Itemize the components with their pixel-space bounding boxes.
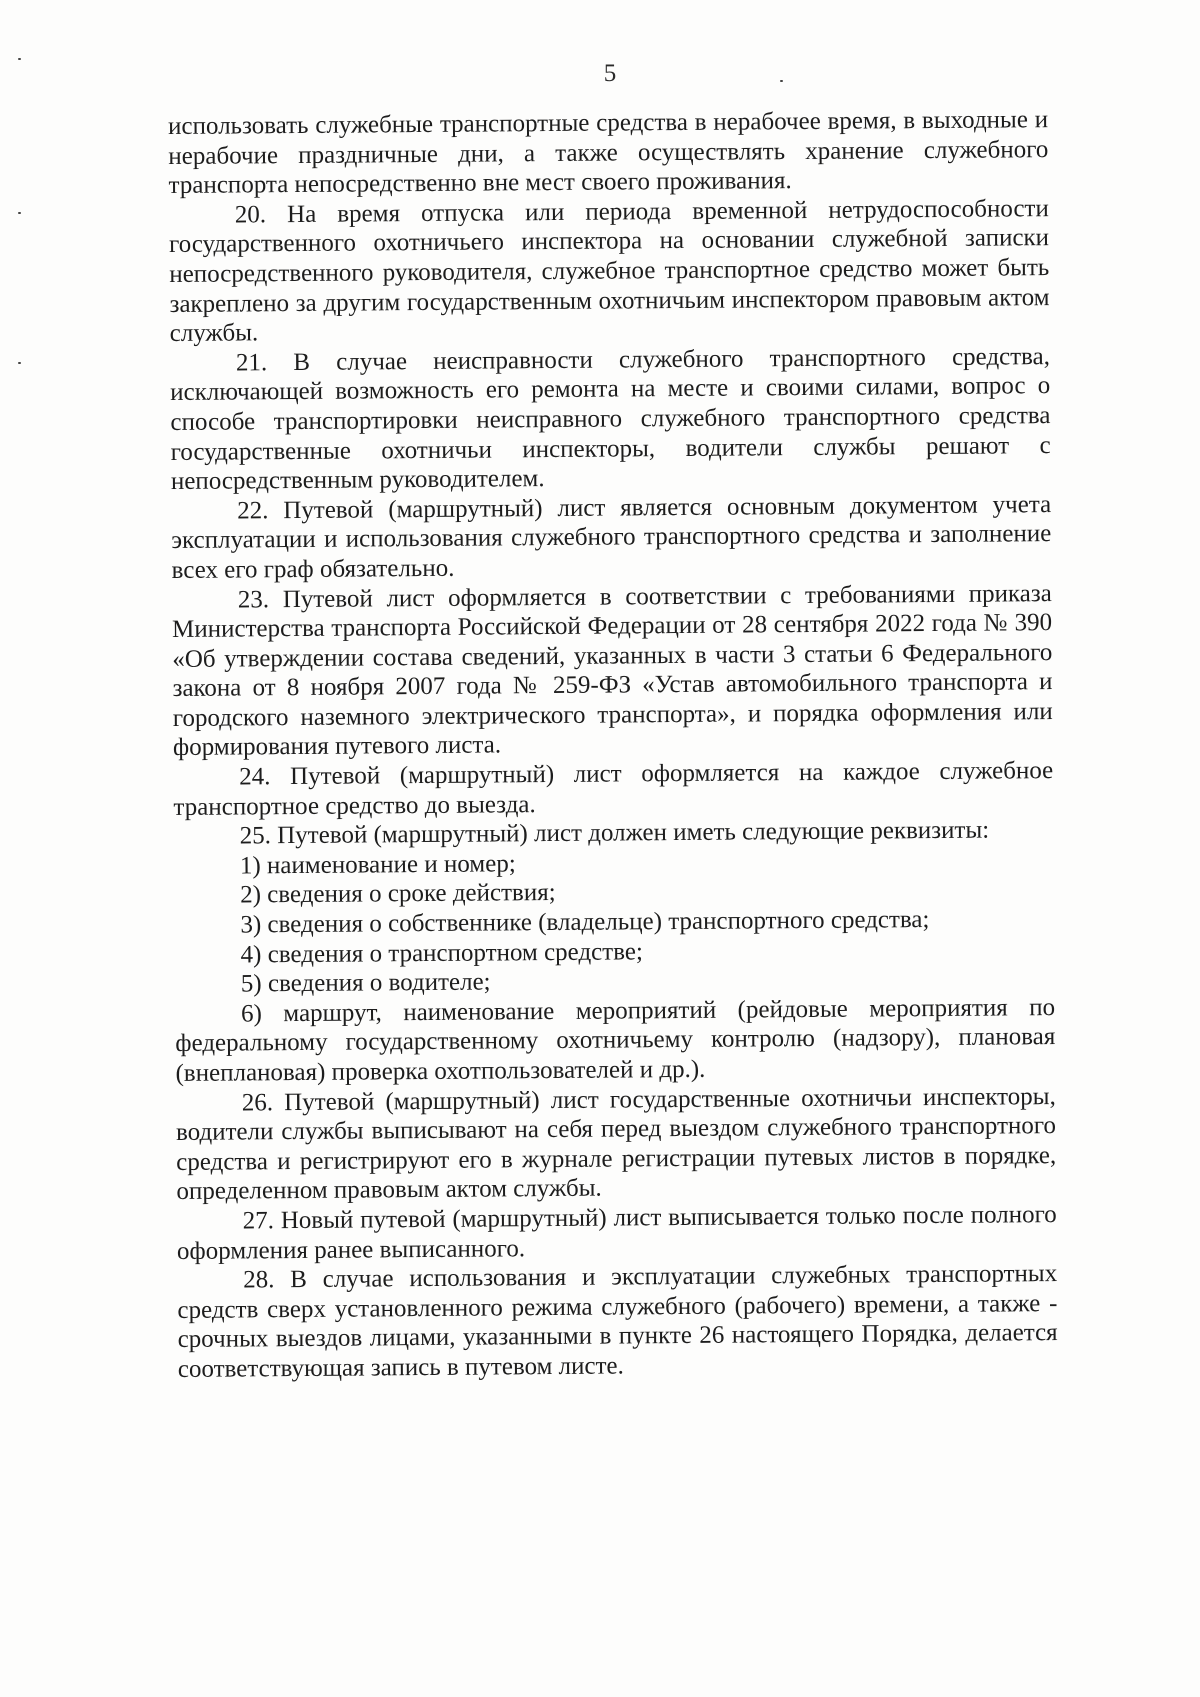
- paragraph: 20. На время отпуска или периода временной нетрудоспособности государственного охотничьего инспектора на основании служебной записки непосредственного руководителя, служебное транспортное средство может быть закреплено за другим государственным охотничьим инспектором правовым актом службы.: [168, 194, 1050, 348]
- paragraph: 24. Путевой (маршрутный) лист оформляется на каждое служебное транспортное средство до выезда.: [173, 757, 1054, 821]
- paragraph: использовать служебные транспортные средства в нерабочее время, в выходные и нерабочие праздничные дни, а также осуществлять хранение служебного транспорта непосредственно вне мест своего проживания.: [168, 106, 1049, 200]
- paragraph: 22. Путевой (маршрутный) лист является основным документом учета эксплуатации и использования служебного транспортного средства и заполнение всех его граф обязательно.: [171, 490, 1052, 584]
- list-item: 6) маршрут, наименование мероприятий (рейдовые мероприятия по федеральному государственному охотничьему контролю (надзору), плановая (внеплановая) проверка охотпользователей и др.).: [175, 993, 1056, 1087]
- list-item: 2) сведения о сроке действия;: [240, 879, 556, 909]
- list-item: 3) сведения о собственнике (владельце) транспортного средства;: [240, 906, 930, 939]
- page-number: 5: [603, 60, 617, 87]
- list-item: 4) сведения о транспортном средстве;: [240, 937, 643, 969]
- scan-speck: [780, 80, 783, 82]
- list-item: 5) сведения о водителе;: [240, 968, 491, 998]
- paragraph: 23. Путевой лист оформляется в соответствии с требованиями приказа Министерства транспорта Российской Федерации от 28 сентября 2022 года № 390 «Об утверждении состава сведений, указанных в части 3 статьи 6 Федерального закона от 8 ноября 2007 года № 259-ФЗ «Устав автомобильного транспорта и городского наземного электрического транспорта», и порядка оформления или формирования путевого листа.: [171, 579, 1053, 762]
- paragraph: 25. Путевой (маршрутный) лист должен иметь следующие реквизиты:: [239, 816, 990, 850]
- paragraph: 28. В случае использования и эксплуатации служебных транспортных средств сверх установленного режима служебного (рабочего) времени, а также - срочных выездов лицами, указанными в пункте 26 настоящего Порядка, делается соответствующая запись в путевом листе.: [177, 1260, 1058, 1383]
- list-item: 1) наименование и номер;: [239, 850, 516, 880]
- scan-speck: [18, 212, 21, 214]
- paragraph: 26. Путевой (маршрутный) лист государственные охотничьи инспекторы, водители службы выписывают на себя перед выездом служебного транспортного средства и регистрируют его в журнале регистрации путевых листов в порядке, определенном правовым актом службы.: [175, 1082, 1057, 1206]
- scan-speck: [18, 362, 21, 364]
- paragraph: 21. В случае неисправности служебного транспортного средства, исключающей возможность его ремонта на месте и своими силами, вопрос о способе транспортировки неисправного служебного транспортного средства государственные охотничьи инспекторы, водители службы решают с непосредственным руководителем.: [170, 342, 1051, 496]
- document-body: [168, 105, 1058, 1384]
- scan-speck: [18, 58, 21, 60]
- paragraph: 27. Новый путевой (маршрутный) лист выписывается только после полного оформления ранее выписанного.: [176, 1201, 1057, 1265]
